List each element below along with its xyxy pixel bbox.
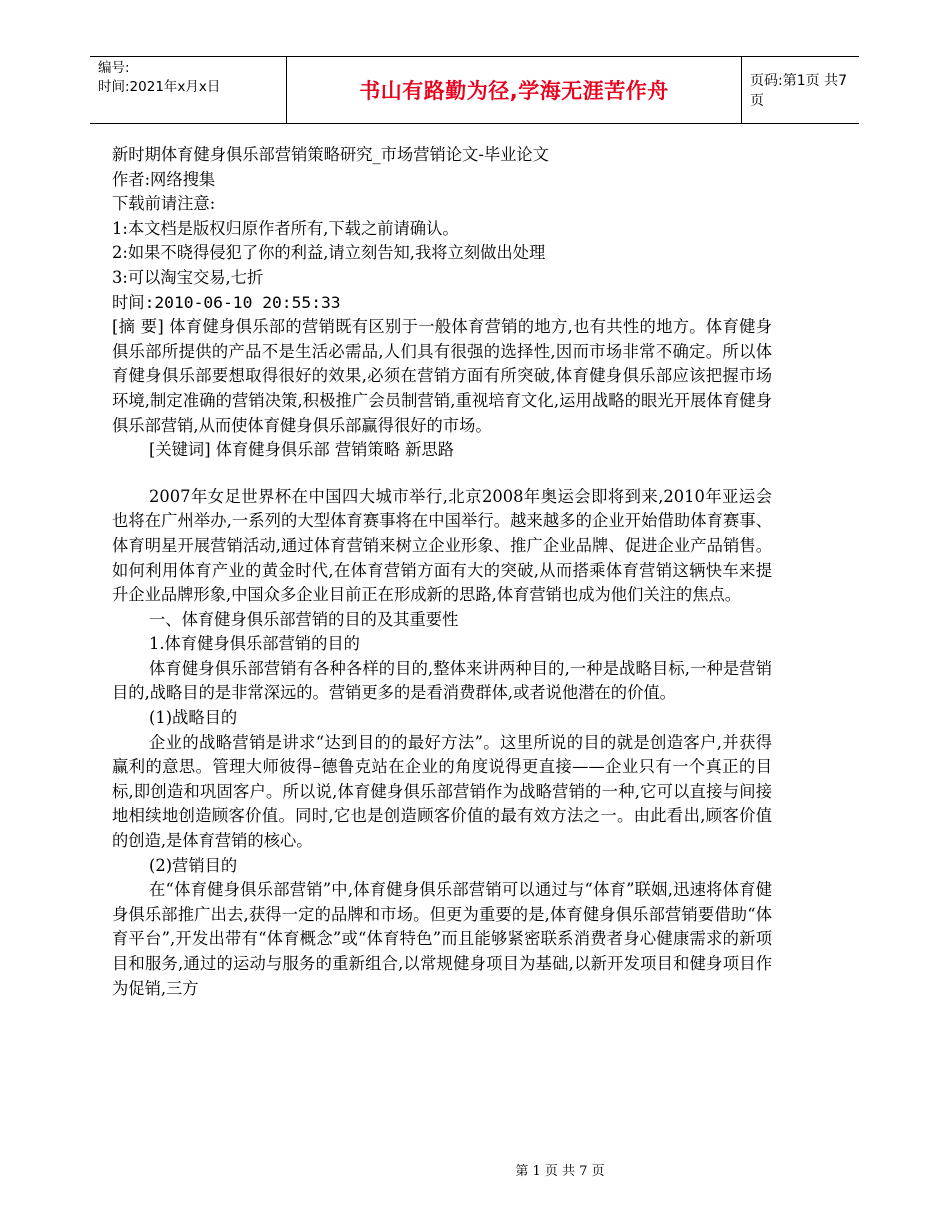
subsection-heading-strategy: (1)战略目的 bbox=[149, 708, 238, 728]
header-meta bbox=[98, 59, 283, 97]
goal-paragraph: 体育健身俱乐部营销有各种各样的目的,整体来讲两种目的,一种是战略目标,一种是营销目的,战略目的是非常深远的。营销更多的是看消费群体,或者说他潜在的价值。 bbox=[112, 658, 772, 703]
notice-item-2: 2:如果不晓得侵犯了你的利益,请立刻告知,我将立刻做出处理 bbox=[112, 243, 546, 263]
notice-item-1: 1:本文档是版权归原作者所有,下载之前请确认。 bbox=[112, 218, 459, 238]
header-motto: 书山有路勤为径,学海无涯苦作舟 bbox=[359, 79, 669, 103]
marketing-paragraph: 在“体育健身俱乐部营销”中,体育健身俱乐部营销可以通过与“体育”联姻,迅速将体育健身俱乐部推广出去,获得一定的品牌和市场。但更为重要的是,体育健身俱乐部营销要借助“体育平台”,开发出带有“体育概念”或“体育特色”而且能够紧密联系消费者身心健康需求的新项目和服务,通过的运动与服务的重新组合,以常规健身项目为基础,以新开发项目和健身项目作为促销,三方 bbox=[112, 880, 772, 998]
keywords: [关键词] 体育健身俱乐部 营销策略 新思路 bbox=[149, 440, 455, 460]
article-title: 新时期体育健身俱乐部营销策略研究_市场营销论文-毕业论文 bbox=[112, 145, 549, 164]
abstract: [摘 要] 体育健身俱乐部的营销既有区别于一般体育营销的地方,也有共性的地方。体育健身俱乐部所提供的产品不是生活必需品,人们具有很强的选择性,因而市场非常不确定。所以体育健身俱乐部要想取得很好的效果,必须在营销方面有所突破,体育健身俱乐部应该把握市场环境,制定准确的营销决策,积极推广会员制营销,重视培育文化,运用战略的眼光开展体育健身俱乐部营销,从而使体育健身俱乐部赢得很好的市场。 bbox=[112, 317, 772, 435]
intro-paragraph: 2007年女足世界杯在中国四大城市举行,北京2008年奥运会即将到来,2010年亚运会也将在广州举办,一系列的大型体育赛事将在中国举行。越来越多的企业开始借助体育赛事、体育明星开展营销活动,通过体育营销来树立企业形象、推广企业品牌、促进企业产品销售。如何利用体育产业的黄金时代,在体育营销方面有大的突破,从而搭乘体育营销这辆快车来提升企业品牌形象,中国众多企业目前正在形成新的思路,体育营销也成为他们关注的焦点。 bbox=[112, 486, 772, 605]
section-heading-1: 一、体育健身俱乐部营销的目的及其重要性 bbox=[149, 609, 459, 629]
document-number-label: 编号: bbox=[98, 60, 130, 76]
footer-page-number: 第 1 页 共 7 页 bbox=[515, 1164, 605, 1179]
subsection-heading-1: 1.体育健身俱乐部营销的目的 bbox=[149, 634, 360, 654]
publish-time: 时间:2010-06-10 20:55:33 bbox=[112, 292, 341, 312]
document-header bbox=[90, 56, 859, 124]
article-body bbox=[112, 143, 772, 1001]
notice-item-3: 3:可以淘宝交易,七折 bbox=[112, 267, 264, 287]
page-footer bbox=[0, 1160, 950, 1179]
header-motto-cell bbox=[286, 57, 742, 123]
strategy-paragraph: 企业的战略营销是讲求“达到目的的最好方法”。这里所说的目的就是创造客户,并获得赢利的意思。管理大师彼得–德鲁克站在企业的角度说得更直接——企业只有一个真正的目标,即创造和巩固客户。所以说,体育健身俱乐部营销作为战略营销的一种,它可以直接与间接地相续地创造顾客价值。同时,它也是创造顾客价值的最有效方法之一。由此看出,顾客价值的创造,是体育营销的核心。 bbox=[112, 732, 772, 851]
article-author: 作者:网络搜集 bbox=[112, 169, 216, 189]
notice-heading: 下载前请注意: bbox=[112, 194, 216, 214]
subsection-heading-marketing: (2)营销目的 bbox=[149, 855, 238, 875]
header-page-info: 页码:第1页 共7页 bbox=[750, 73, 847, 109]
spacer bbox=[112, 463, 772, 485]
document-date: 时间:2021年x月x日 bbox=[98, 79, 221, 95]
